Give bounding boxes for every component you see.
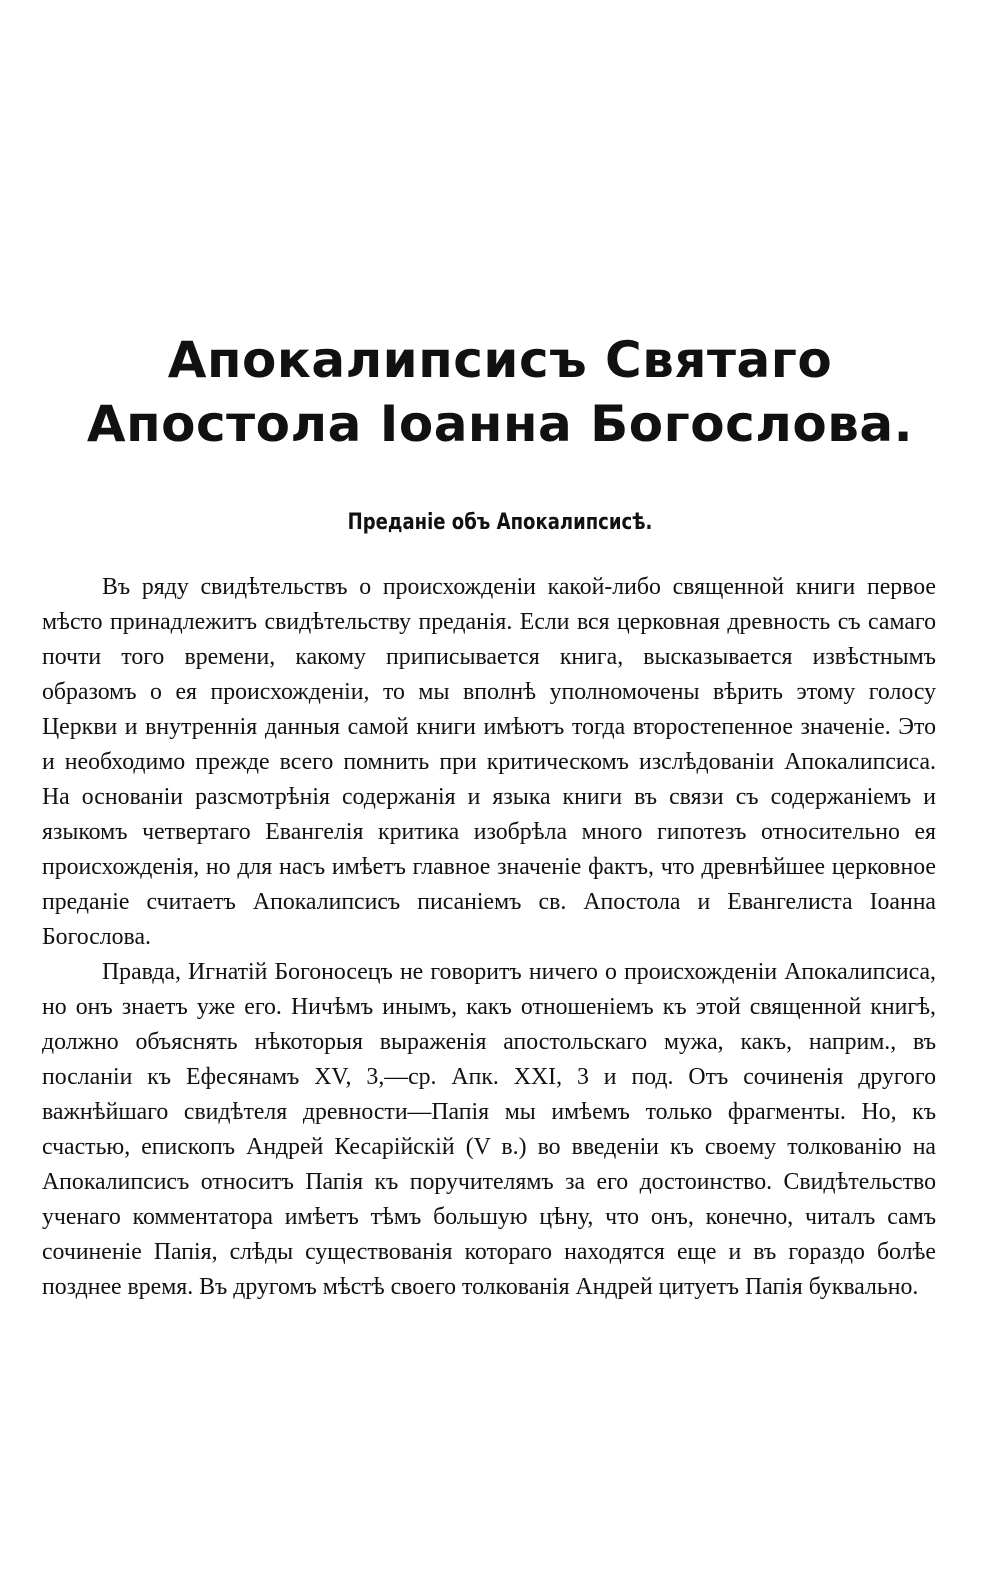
paragraph-1: Въ ряду свидѣтельствъ о происхожденіи какой-либо священной книги первое мѣсто принадлежитъ свидѣтельству преданія. Если вся церковная древность съ самаго почти того времени, какому приписывается книга, высказывается извѣстнымъ образомъ о ея происхожденіи, то мы вполнѣ уполномочены вѣрить этому голосу Церкви и внутреннія данныя самой книги имѣютъ тогда второстепенное значеніе. Это и необходимо прежде всего помнить при критическомъ изслѣдованіи Апокалипсиса. На основаніи разсмотрѣнія содержанія и языка книги въ связи съ содержаніемъ и языкомъ четвертаго Евангелія критика изобрѣла много гипотезъ относительно ея происхожденія, но для насъ имѣетъ главное значеніе фактъ, что древнѣйшее церковное преданіе считаетъ Апокалипсисъ писаніемъ св. Апостола и Евангелиста Іоанна Богослова. — [42, 574, 936, 950]
title-line-1: Апокалипсисъ Святаго — [167, 331, 833, 389]
document-title — [40, 328, 960, 456]
title-line-2: Апостола Іоанна Богослова. — [86, 395, 914, 453]
paragraph-2: Правда, Игнатій Богоносецъ не говоритъ ничего о происхожденіи Апокалипсиса, но онъ знаетъ уже его. Ничѣмъ инымъ, какъ отношеніемъ къ этой священной книгѣ, должно объяснять нѣкоторыя выраженія апостольскаго мужа, какъ, наприм., въ посланіи къ Ефесянамъ XV, 3,—ср. Апк. XXI, 3 и под. Отъ сочиненія другого важнѣйшаго свидѣтеля древности—Папія мы имѣемъ только фрагменты. Но, къ счастью, епископъ Андрей Кесарійскій (V в.) во введеніи къ своему толкованію на Апокалипсисъ относитъ Папія къ поручителямъ за его достоинство. Свидѣтельство ученаго комментатора имѣетъ тѣмъ большую цѣну, что онъ, конечно, читалъ самъ сочиненіе Папія, слѣды существованія котораго находятся еще и въ гораздо болѣе позднее время. Въ другомъ мѣстѣ своего толкованія Андрей цитуетъ Папія буквально. — [42, 959, 936, 1300]
body-text — [42, 570, 936, 1305]
section-heading: Преданіе объ Апокалипсисѣ. — [347, 510, 653, 535]
